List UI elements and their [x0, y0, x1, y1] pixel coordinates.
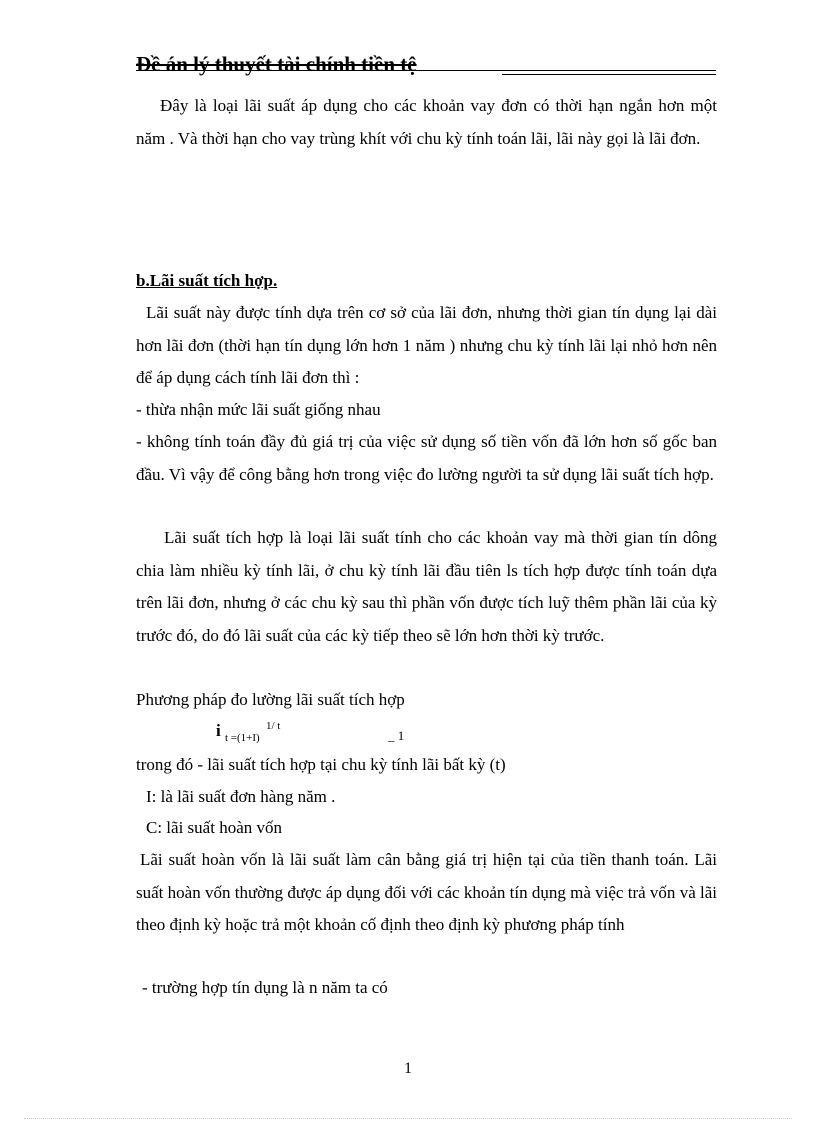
section-heading: b.Lãi suất tích hợp.: [136, 271, 278, 290]
bullet-full-value: - không tính toán đầy đủ giá trị của việc sử dụng số tiền vốn đã lớn hơn số gốc ban đầu. Vì vậy để công bằng hơn trong việc đo lường người ta sử dụng lãi suất tích hợp.: [136, 432, 717, 484]
paragraph-compound-intro: Lãi suất này được tính dựa trên cơ sở của lãi đơn, nhưng thời gian tín dụng lại dài hơn lãi đơn (thời hạn tín dụng lớn hơn 1 năm ) nhưng chu kỳ tính lãi lại nhỏ hơn nên để áp dụng cách tính lãi đơn thì :: [136, 303, 717, 387]
paragraph-simple-interest: Đây là loại lãi suất áp dụng cho các khoản vay đơn có thời hạn ngắn hơn một năm . Và thời hạn cho vay trùng khít với chu kỳ tính toán lãi, lãi này gọi là lãi đơn.: [136, 96, 717, 148]
page-bottom-divider: [24, 1118, 792, 1119]
page-number: 1: [404, 1060, 412, 1077]
formula-subscript: t =(1+I): [225, 732, 260, 744]
header-rule-secondary: [502, 74, 716, 75]
definition-c: C: lãi suất hoàn vốn: [146, 818, 282, 837]
formula-exponent: 1/ t: [266, 720, 281, 732]
compound-formula: [216, 720, 436, 750]
paragraph-compound-definition: Lãi suất tích hợp là loại lãi suất tính cho các khoản vay mà thời gian tín dông chia làm nhiều kỳ tính lãi, ở chu kỳ tính lãi đầu tiên ls tích hợp được tính toán dựa trên lãi đơn, nhưng ở các chu kỳ sau thì phần vốn được tích luỹ thêm phần lãi của kỳ trước đó, do đó lãi suất của các kỳ tiếp theo sẽ lớn hơn thời kỳ trước.: [136, 528, 717, 645]
method-line: Phương pháp đo lường lãi suất tích hợp: [136, 690, 405, 709]
paragraph-yield-to-maturity: Lãi suất hoàn vốn là lãi suất làm cân bằng giá trị hiện tại của tiền thanh toán. Lãi suất hoàn vốn thường được áp dụng đối với các khoản tín dụng mà việc trả vốn và lãi theo định kỳ hoặc trả một khoản cố định theo định kỳ phương pháp tính: [136, 850, 717, 934]
definition-i: I: là lãi suất đơn hàng năm .: [146, 787, 336, 806]
case-line: - trường hợp tín dụng là n năm ta có: [142, 978, 388, 997]
document-header: [136, 50, 716, 78]
header-title: Đề án lý thuyết tài chính tiền tệ: [136, 52, 417, 76]
where-line: trong đó - lãi suất tích hợp tại chu kỳ tính lãi bất kỳ (t): [136, 755, 506, 774]
formula-symbol: i: [216, 721, 221, 740]
bullet-same-rate: - thừa nhận mức lãi suất giống nhau: [136, 400, 381, 419]
formula-tail: _ 1: [388, 728, 405, 743]
header-rule: [136, 70, 716, 71]
